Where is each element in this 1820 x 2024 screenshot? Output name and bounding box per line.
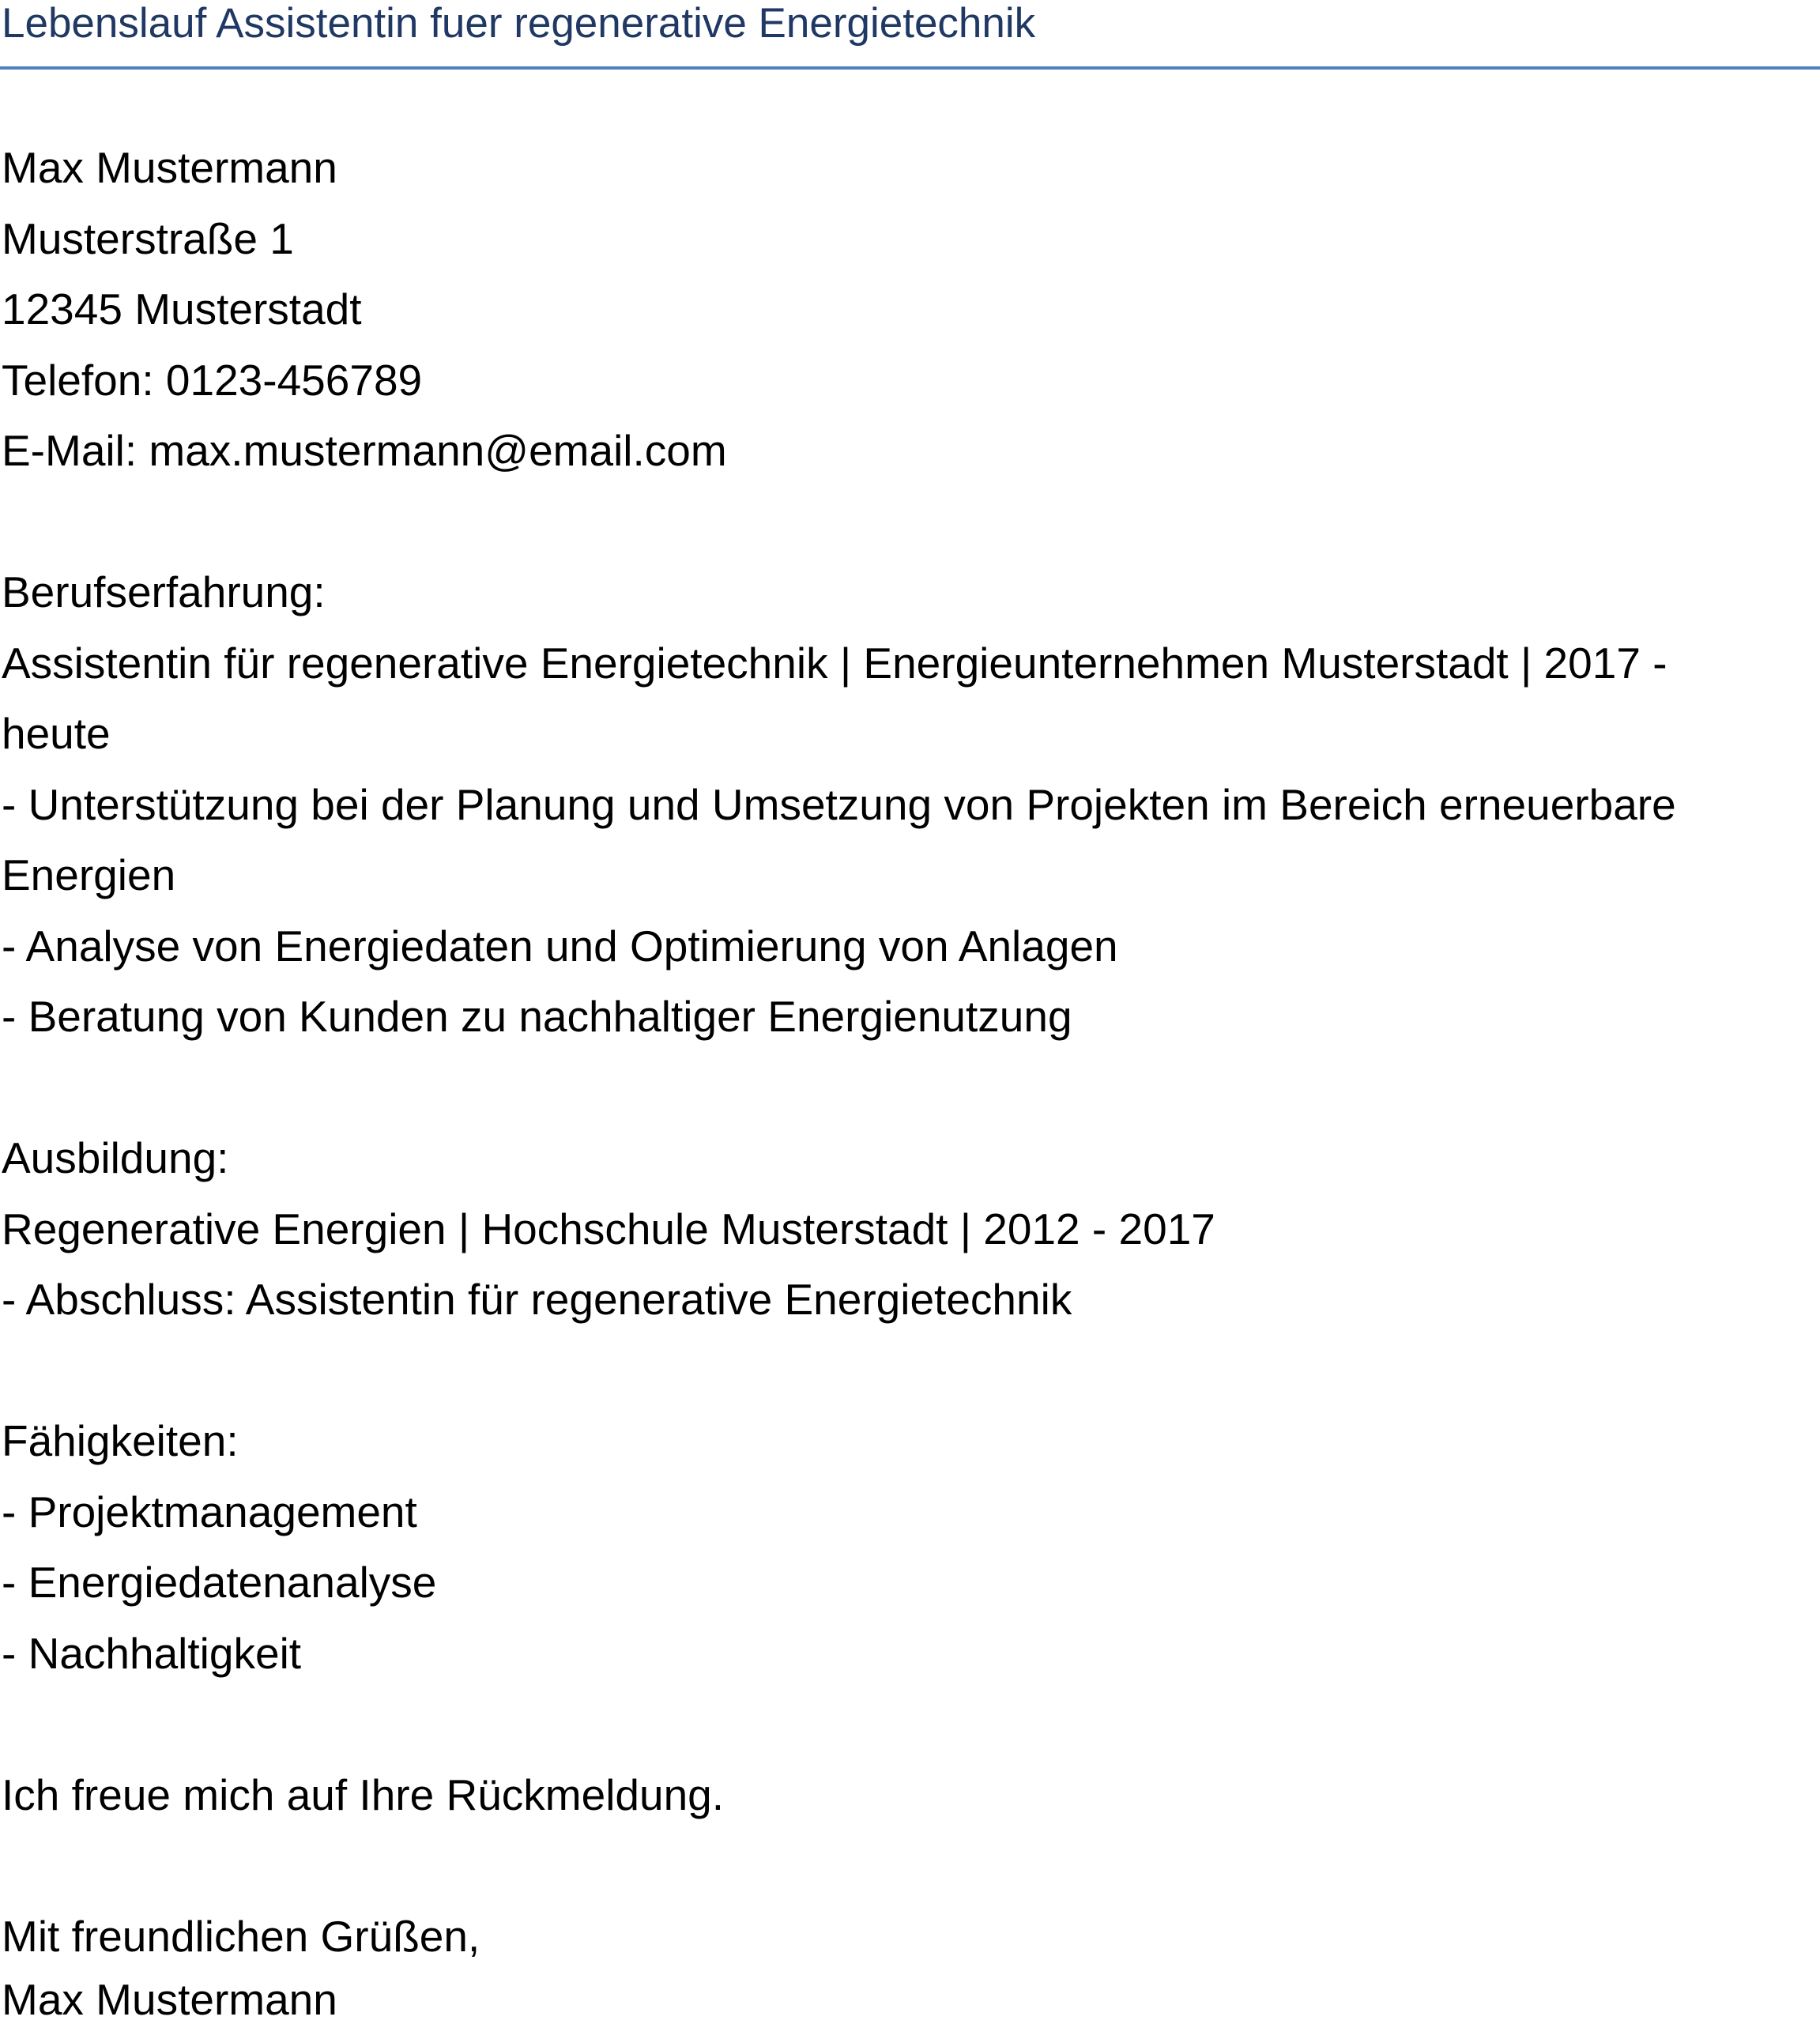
experience-task: - Beratung von Kunden zu nachhaltiger Energienutzung (2, 992, 1072, 1041)
closing-signature: Max Mustermann (2, 1975, 337, 2024)
skill-item: - Energiedatenanalyse (2, 1558, 437, 1607)
closing-note: Ich freue mich auf Ihre Rückmeldung. (2, 1770, 725, 1819)
document-title: Lebenslauf Assistentin fuer regenerative Energietechnik (2, 0, 1036, 47)
experience-task-continued: Energien (2, 850, 176, 899)
experience-task: - Unterstützung bei der Planung und Umsetzung von Projekten im Bereich erneuerbare (2, 780, 1676, 829)
contact-city: 12345 Musterstadt (2, 285, 362, 334)
contact-phone: Telefon: 0123-456789 (2, 356, 423, 405)
experience-position-continued: heute (2, 709, 111, 758)
contact-email: E-Mail: max.mustermann@email.com (2, 426, 727, 475)
contact-name: Max Mustermann (2, 143, 337, 192)
skills-heading: Fähigkeiten: (2, 1416, 239, 1465)
education-heading: Ausbildung: (2, 1133, 229, 1182)
skill-item: - Nachhaltigkeit (2, 1629, 302, 1678)
title-underline-divider (0, 66, 1820, 70)
skill-item: - Projektmanagement (2, 1487, 417, 1536)
experience-heading: Berufserfahrung: (2, 567, 326, 616)
education-program: Regenerative Energien | Hochschule Musterstadt | 2012 - 2017 (2, 1204, 1215, 1253)
experience-position: Assistentin für regenerative Energietechnik | Energieunternehmen Musterstadt | 2017 - (2, 639, 1667, 688)
education-degree: - Abschluss: Assistentin für regenerative Energietechnik (2, 1275, 1072, 1324)
contact-street: Musterstraße 1 (2, 214, 294, 263)
closing-salutation: Mit freundlichen Grüßen, (2, 1912, 480, 1961)
experience-task: - Analyse von Energiedaten und Optimierung von Anlagen (2, 922, 1118, 971)
